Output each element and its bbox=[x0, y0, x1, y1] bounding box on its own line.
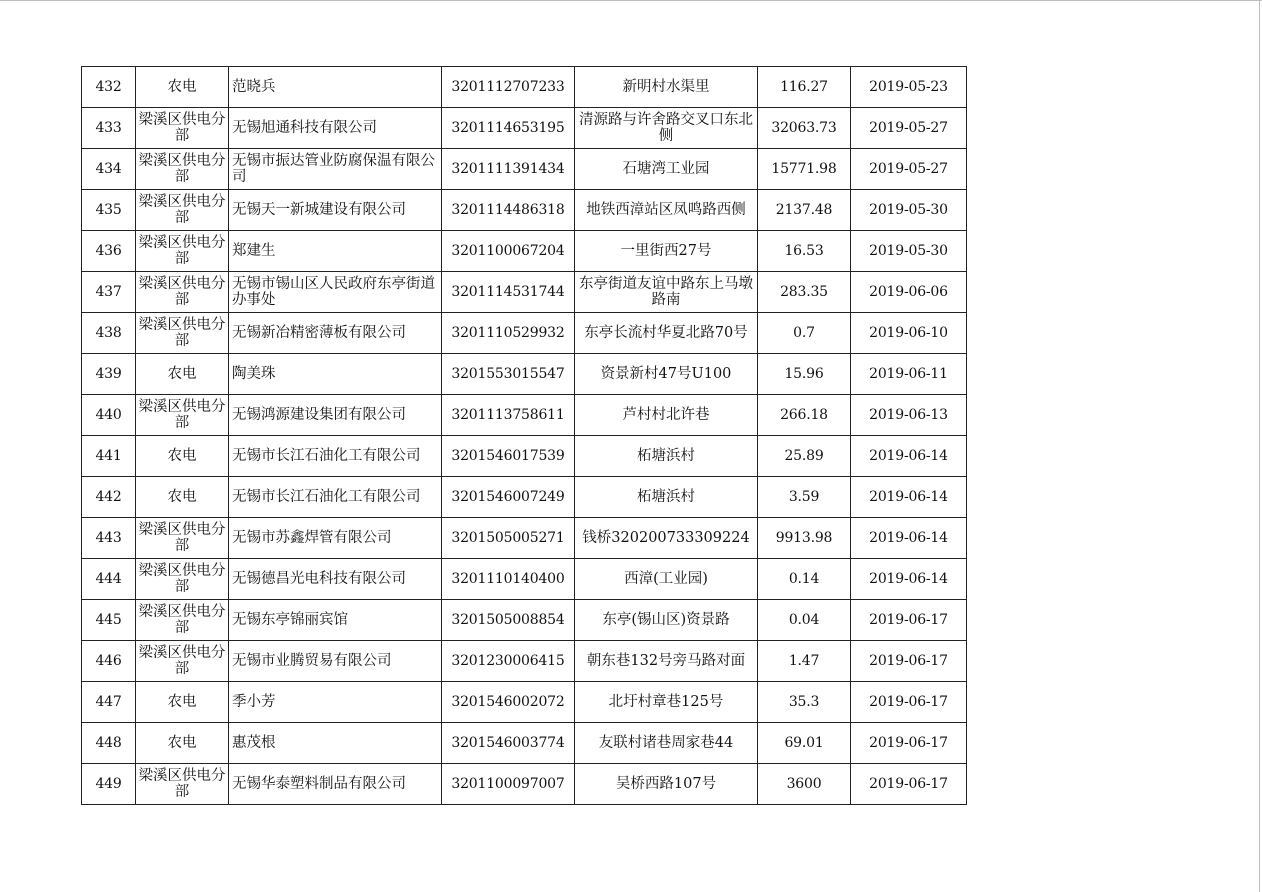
cell-account-number: 3201111391434 bbox=[442, 149, 575, 190]
cell-unit: 梁溪区供电分部 bbox=[136, 272, 229, 313]
cell-unit: 梁溪区供电分部 bbox=[136, 559, 229, 600]
cell-unit: 农电 bbox=[136, 436, 229, 477]
cell-amount: 266.18 bbox=[758, 395, 851, 436]
cell-date: 2019-06-17 bbox=[851, 764, 967, 805]
cell-account-number: 3201100097007 bbox=[442, 764, 575, 805]
table-row bbox=[82, 559, 967, 600]
cell-customer-name: 无锡市长江石油化工有限公司 bbox=[229, 477, 442, 518]
cell-amount: 3600 bbox=[758, 764, 851, 805]
cell-amount: 0.04 bbox=[758, 600, 851, 641]
cell-customer-name: 无锡德昌光电科技有限公司 bbox=[229, 559, 442, 600]
cell-amount: 32063.73 bbox=[758, 108, 851, 149]
cell-index: 444 bbox=[82, 559, 136, 600]
cell-account-number: 3201114653195 bbox=[442, 108, 575, 149]
cell-account-number: 3201546017539 bbox=[442, 436, 575, 477]
cell-customer-name: 无锡天一新城建设有限公司 bbox=[229, 190, 442, 231]
cell-date: 2019-06-13 bbox=[851, 395, 967, 436]
cell-customer-name: 无锡鸿源建设集团有限公司 bbox=[229, 395, 442, 436]
table-row bbox=[82, 354, 967, 395]
cell-customer-name: 无锡市业腾贸易有限公司 bbox=[229, 641, 442, 682]
cell-customer-name: 惠茂根 bbox=[229, 723, 442, 764]
cell-date: 2019-06-14 bbox=[851, 518, 967, 559]
cell-index: 437 bbox=[82, 272, 136, 313]
cell-account-number: 3201230006415 bbox=[442, 641, 575, 682]
cell-index: 448 bbox=[82, 723, 136, 764]
cell-address: 柘塘浜村 bbox=[575, 436, 758, 477]
cell-index: 432 bbox=[82, 67, 136, 108]
cell-index: 439 bbox=[82, 354, 136, 395]
cell-address: 新明村水渠里 bbox=[575, 67, 758, 108]
table-row bbox=[82, 682, 967, 723]
cell-address: 友联村诸巷周家巷44 bbox=[575, 723, 758, 764]
cell-unit: 农电 bbox=[136, 354, 229, 395]
table-row bbox=[82, 108, 967, 149]
page-right-edge bbox=[1259, 0, 1260, 892]
cell-index: 443 bbox=[82, 518, 136, 559]
cell-amount: 283.35 bbox=[758, 272, 851, 313]
table-row bbox=[82, 477, 967, 518]
cell-account-number: 3201113758611 bbox=[442, 395, 575, 436]
table-row bbox=[82, 600, 967, 641]
cell-index: 449 bbox=[82, 764, 136, 805]
cell-address: 吴桥西路107号 bbox=[575, 764, 758, 805]
cell-unit: 梁溪区供电分部 bbox=[136, 108, 229, 149]
cell-account-number: 3201110529932 bbox=[442, 313, 575, 354]
cell-date: 2019-06-17 bbox=[851, 641, 967, 682]
cell-address: 资景新村47号U100 bbox=[575, 354, 758, 395]
table-row bbox=[82, 67, 967, 108]
cell-customer-name: 季小芳 bbox=[229, 682, 442, 723]
cell-amount: 69.01 bbox=[758, 723, 851, 764]
cell-unit: 农电 bbox=[136, 682, 229, 723]
cell-amount: 16.53 bbox=[758, 231, 851, 272]
cell-account-number: 3201505005271 bbox=[442, 518, 575, 559]
cell-unit: 农电 bbox=[136, 67, 229, 108]
cell-unit: 梁溪区供电分部 bbox=[136, 600, 229, 641]
table-row bbox=[82, 395, 967, 436]
cell-date: 2019-06-14 bbox=[851, 559, 967, 600]
cell-address: 柘塘浜村 bbox=[575, 477, 758, 518]
table-row bbox=[82, 231, 967, 272]
cell-customer-name: 无锡市振达管业防腐保温有限公司 bbox=[229, 149, 442, 190]
table-row bbox=[82, 190, 967, 231]
cell-date: 2019-05-30 bbox=[851, 231, 967, 272]
cell-amount: 3.59 bbox=[758, 477, 851, 518]
table-body bbox=[82, 67, 967, 805]
cell-customer-name: 无锡东亭锦丽宾馆 bbox=[229, 600, 442, 641]
cell-index: 445 bbox=[82, 600, 136, 641]
cell-amount: 35.3 bbox=[758, 682, 851, 723]
cell-amount: 25.89 bbox=[758, 436, 851, 477]
cell-index: 438 bbox=[82, 313, 136, 354]
cell-index: 433 bbox=[82, 108, 136, 149]
cell-customer-name: 无锡旭通科技有限公司 bbox=[229, 108, 442, 149]
table-row bbox=[82, 641, 967, 682]
cell-address: 东亭长流村华夏北路70号 bbox=[575, 313, 758, 354]
cell-account-number: 3201114486318 bbox=[442, 190, 575, 231]
cell-index: 446 bbox=[82, 641, 136, 682]
cell-index: 442 bbox=[82, 477, 136, 518]
table-row bbox=[82, 149, 967, 190]
table-row bbox=[82, 764, 967, 805]
cell-address: 石塘湾工业园 bbox=[575, 149, 758, 190]
cell-amount: 0.7 bbox=[758, 313, 851, 354]
cell-customer-name: 郑建生 bbox=[229, 231, 442, 272]
cell-address: 东亭街道友谊中路东上马墩路南 bbox=[575, 272, 758, 313]
cell-account-number: 3201553015547 bbox=[442, 354, 575, 395]
cell-address: 东亭(锡山区)资景路 bbox=[575, 600, 758, 641]
cell-address: 芦村村北许巷 bbox=[575, 395, 758, 436]
cell-index: 441 bbox=[82, 436, 136, 477]
cell-account-number: 3201546002072 bbox=[442, 682, 575, 723]
cell-customer-name: 无锡华泰塑料制品有限公司 bbox=[229, 764, 442, 805]
cell-date: 2019-06-17 bbox=[851, 682, 967, 723]
cell-amount: 15.96 bbox=[758, 354, 851, 395]
cell-index: 435 bbox=[82, 190, 136, 231]
cell-unit: 梁溪区供电分部 bbox=[136, 764, 229, 805]
cell-date: 2019-06-10 bbox=[851, 313, 967, 354]
cell-amount: 1.47 bbox=[758, 641, 851, 682]
cell-account-number: 3201110140400 bbox=[442, 559, 575, 600]
cell-date: 2019-06-14 bbox=[851, 436, 967, 477]
cell-date: 2019-05-30 bbox=[851, 190, 967, 231]
page-top-edge bbox=[0, 0, 1262, 1]
cell-account-number: 3201505008854 bbox=[442, 600, 575, 641]
cell-unit: 农电 bbox=[136, 477, 229, 518]
cell-amount: 9913.98 bbox=[758, 518, 851, 559]
cell-index: 436 bbox=[82, 231, 136, 272]
cell-index: 434 bbox=[82, 149, 136, 190]
cell-date: 2019-06-06 bbox=[851, 272, 967, 313]
cell-account-number: 3201546007249 bbox=[442, 477, 575, 518]
cell-account-number: 3201546003774 bbox=[442, 723, 575, 764]
arrears-table bbox=[81, 66, 967, 805]
cell-date: 2019-05-27 bbox=[851, 108, 967, 149]
cell-customer-name: 无锡市锡山区人民政府东亭街道办事处 bbox=[229, 272, 442, 313]
cell-index: 440 bbox=[82, 395, 136, 436]
cell-date: 2019-06-17 bbox=[851, 600, 967, 641]
cell-unit: 农电 bbox=[136, 723, 229, 764]
cell-address: 钱桥320200733309224 bbox=[575, 518, 758, 559]
cell-address: 朝东巷132号旁马路对面 bbox=[575, 641, 758, 682]
cell-date: 2019-05-23 bbox=[851, 67, 967, 108]
cell-unit: 梁溪区供电分部 bbox=[136, 641, 229, 682]
table-row bbox=[82, 436, 967, 477]
cell-customer-name: 无锡新冶精密薄板有限公司 bbox=[229, 313, 442, 354]
cell-amount: 2137.48 bbox=[758, 190, 851, 231]
cell-account-number: 3201100067204 bbox=[442, 231, 575, 272]
cell-customer-name: 范晓兵 bbox=[229, 67, 442, 108]
cell-unit: 梁溪区供电分部 bbox=[136, 190, 229, 231]
cell-address: 清源路与许舍路交叉口东北侧 bbox=[575, 108, 758, 149]
cell-unit: 梁溪区供电分部 bbox=[136, 395, 229, 436]
table-row bbox=[82, 518, 967, 559]
cell-customer-name: 无锡市苏鑫焊管有限公司 bbox=[229, 518, 442, 559]
cell-customer-name: 陶美珠 bbox=[229, 354, 442, 395]
cell-address: 地铁西漳站区凤鸣路西侧 bbox=[575, 190, 758, 231]
table-row bbox=[82, 313, 967, 354]
cell-unit: 梁溪区供电分部 bbox=[136, 149, 229, 190]
cell-date: 2019-05-27 bbox=[851, 149, 967, 190]
cell-unit: 梁溪区供电分部 bbox=[136, 231, 229, 272]
cell-date: 2019-06-14 bbox=[851, 477, 967, 518]
cell-address: 一里街西27号 bbox=[575, 231, 758, 272]
cell-account-number: 3201114531744 bbox=[442, 272, 575, 313]
cell-account-number: 3201112707233 bbox=[442, 67, 575, 108]
cell-unit: 梁溪区供电分部 bbox=[136, 313, 229, 354]
table-row bbox=[82, 272, 967, 313]
cell-amount: 116.27 bbox=[758, 67, 851, 108]
cell-address: 西漳(工业园) bbox=[575, 559, 758, 600]
cell-amount: 0.14 bbox=[758, 559, 851, 600]
cell-unit: 梁溪区供电分部 bbox=[136, 518, 229, 559]
cell-amount: 15771.98 bbox=[758, 149, 851, 190]
cell-index: 447 bbox=[82, 682, 136, 723]
table-row bbox=[82, 723, 967, 764]
cell-customer-name: 无锡市长江石油化工有限公司 bbox=[229, 436, 442, 477]
cell-date: 2019-06-17 bbox=[851, 723, 967, 764]
cell-date: 2019-06-11 bbox=[851, 354, 967, 395]
cell-address: 北圩村章巷125号 bbox=[575, 682, 758, 723]
